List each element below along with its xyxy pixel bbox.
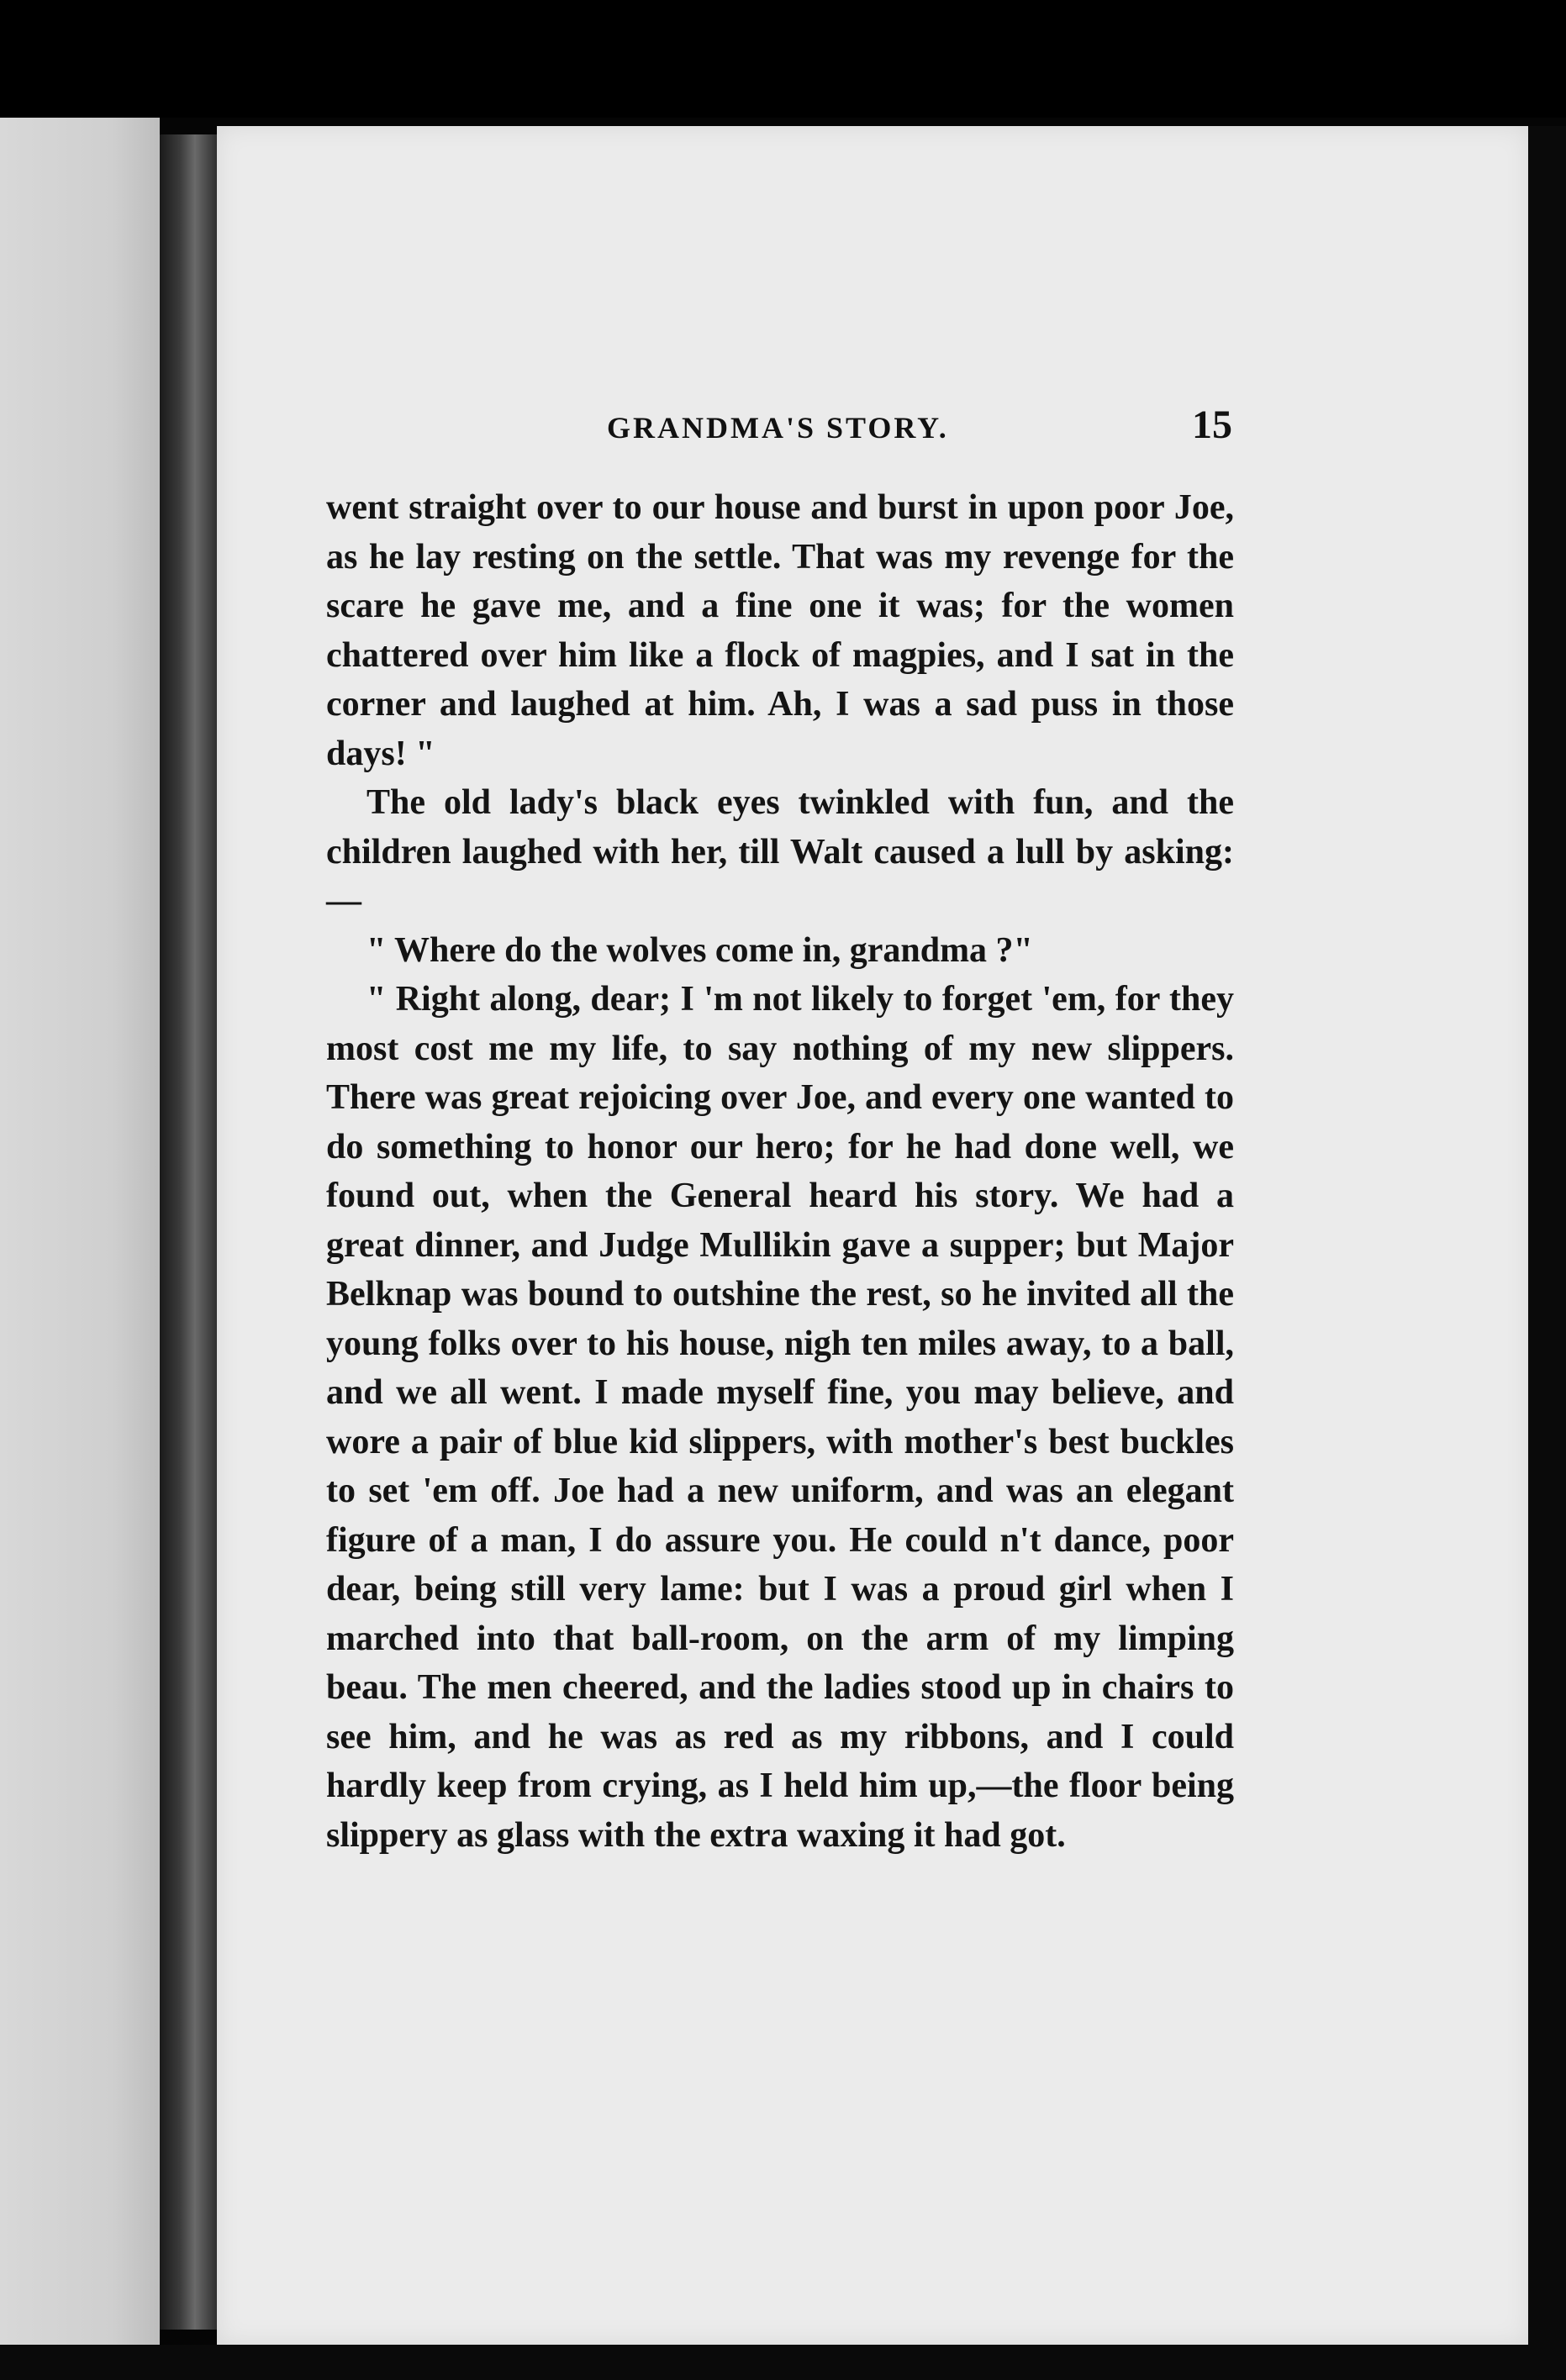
paragraph: The old lady's black eyes twinkled with fun, and the children laughed with her, till Walt caused a lull by asking:—	[326, 783, 1234, 920]
paragraph: " Where do the wolves come in, grandma ?"	[366, 930, 1033, 970]
book-binding-gutter	[160, 134, 219, 2330]
page-body-text	[326, 483, 1234, 1860]
paragraph: " Right along, dear; I 'm not likely to forget 'em, for they most cost me my life, to say nothing of my new slippers. There was great rejoicing over Joe, and every one wanted to do something to honor our hero; for he had done well, we found out, when the General heard his story. We had a great dinner, and Judge Mullikin gave a supper; but Major Belknap was bound to outshine the rest, so he invited all the young folks over to his house, nigh ten miles away, to a ball, and we all went. I made myself fine, you may believe, and wore a pair of blue kid slippers, with mother's best buckles to set 'em off. Joe had a new uniform, and was an elegant figure of a man, I do assure you. He could n't dance, poor dear, being still very lame: but I was a proud girl when I marched into that ball-room, on the arm of my limping beau. The men cheered, and the ladies stood up in chairs to see him, and he was as red as my ribbons, and I could hardly keep from crying, as I held him up,—the floor being slippery as glass with the extra waxing it had got.	[326, 980, 1234, 1855]
facing-page-edge	[0, 118, 160, 2380]
paragraph: went straight over to our house and burst in upon poor Joe, as he lay resting on the settle. That was my revenge for the scare he gave me, and a fine one it was; for the women chattered over him like a flock of magpies, and I sat in the corner and laughed at him. Ah, I was a sad puss in those days! "	[326, 488, 1234, 773]
scan-top-border	[0, 0, 1566, 118]
scan-right-border	[1528, 126, 1566, 2380]
page-number: 15	[1192, 403, 1232, 447]
running-head: GRANDMA'S STORY.	[607, 411, 949, 445]
scan-bottom-border	[0, 2345, 1566, 2380]
page-header	[330, 403, 1232, 471]
